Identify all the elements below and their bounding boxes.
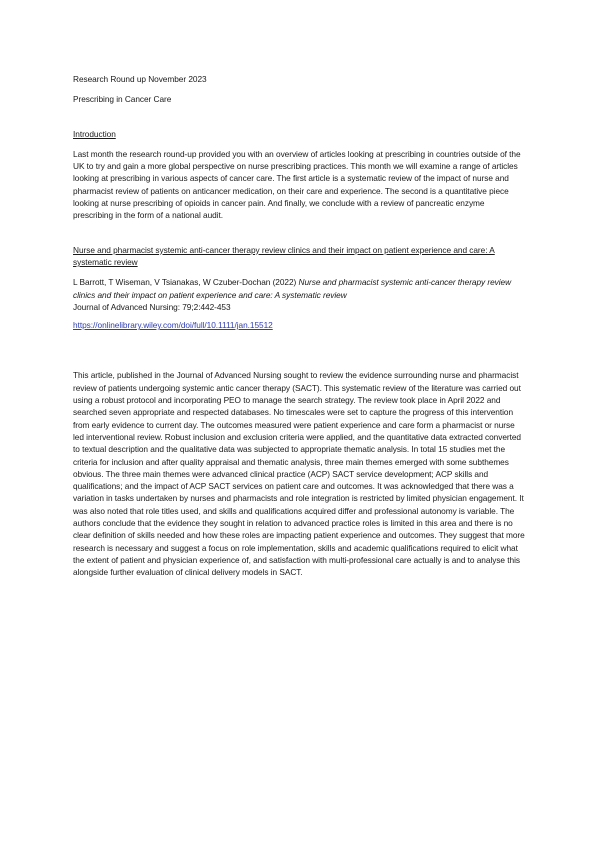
spacer — [73, 230, 525, 244]
intro-heading: Introduction — [73, 128, 116, 139]
document-subtitle: Prescribing in Cancer Care — [73, 94, 172, 105]
article-link-line — [73, 319, 525, 331]
article-title-italic: Nurse and pharmacist systemic anti-cancer therapy review clinics and their impact on patient experience and care: A systematic review — [73, 277, 512, 300]
document-content — [73, 73, 525, 587]
article-title: Nurse and pharmacist systemic anti-cancer therapy review clinics and their impact on patient experience and care: A systematic review — [73, 244, 495, 267]
article-link[interactable]: https://onlinelibrary.wiley.com/doi/full/10.1111/jan.15512 — [73, 320, 273, 331]
article-journal: Journal of Advanced Nursing: 79;2:442-453 — [73, 301, 231, 312]
spacer — [73, 114, 525, 128]
article-authors: L Barrott, T Wiseman, V Tsianakas, W Czuber-Dochan (2022) — [73, 277, 299, 288]
spacer — [73, 339, 525, 369]
intro-paragraph: Last month the research round-up provided you with an overview of articles looking at prescribing in countries outside of the UK to try and gain a more global perspective on nurse prescribing practices. This month we will examine a range of articles looking at prescribing in various aspects of cancer care. The first article is a systematic review of the impact of nurse and pharmacist review of patients on anticancer medication, on their care and experience. The second is a quantitative piece looking at nurse prescribing of opioids in cancer pain. And finally, we conclude with a review of pancreatic enzyme prescribing in the form of a national audit. — [73, 148, 521, 221]
article-summary: This article, published in the Journal of Advanced Nursing sought to review the evidence surrounding nurse and pharmacist review of patients undergoing systemic antic cancer therapy (SACT). This systematic review of the literature was carried out using a robust protocol and incorporating PEO to manage the search strategy. The review took place in April 2022 and searched seven appropriate and respected databases. No timescales were set to capture the progress of this intervention from early evidence to current day. The outcomes measured were patient experience and care form a pharmacist or nurse led interventional review. Robust inclusion and exclusion criteria were applied, and the quantitative data extracted converted to textual description and the qualitative data was subjected to appropriate thematic analysis. In total 15 studies met the criteria for inclusion and after quality appraisal and thematic analysis, three main themes emerged with some subthemes obvious. The three main themes were advanced clinical practice (ACP) SACT service development; ACP skills and qualifications; and the impact of ACP SACT services on patient care and outcomes. It was acknowledged that there was a variation in tasks undertaken by nurses and pharmacists and role integration is restricted by limited physician engagement. It was also noted that role titles used, and skills and qualifications acquired differ and professional autonomy is variable. The authors conclude that the evidence they sought in relation to advanced practice roles is limited in this area and there is no clear definition of skills needed and how these roles are impacting patient experience and outcomes. They suggest that more research is necessary and suggest a focus on role implementation, skills and academic qualifications required to elicit what the extent of patient and physician experience of, and satisfaction with multi-professional care actually is and to analyse this alongside further evaluation of clinical delivery models in SACT. — [73, 370, 525, 578]
article-citation — [73, 276, 525, 313]
document-header-line: Research Round up November 2023 — [73, 74, 207, 84]
